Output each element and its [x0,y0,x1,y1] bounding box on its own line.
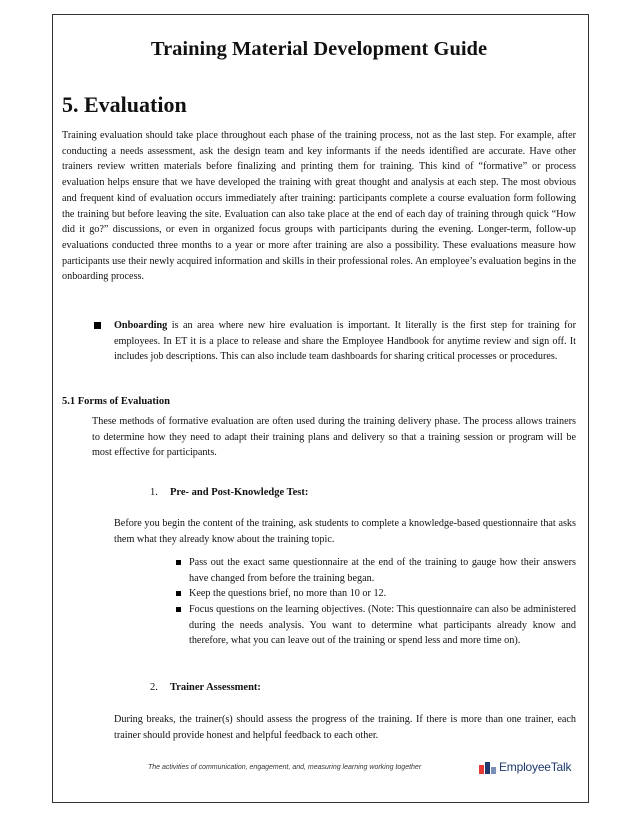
item-paragraph: During breaks, the trainer(s) should assess the progress of the training. If there is more than one trainer, each trainer should provide honest and helpful feedback to each other. [114,714,576,741]
subsection-heading: 5.1 Forms of Evaluation [62,396,170,407]
subsection-paragraph: These methods of formative evaluation are often used during the training delivery phase. The process allows trainers to determine how they need to adapt their training plans and delivery so that a training session or program will be most effective for participants. [92,416,576,459]
item-number: 1. [150,487,158,498]
item-title: Trainer Assessment: [170,682,261,693]
item-paragraph: Before you begin the content of the training, ask students to complete a knowledge-based questionnaire that asks them what they already know about the training topic. [114,518,576,545]
logo-icon [478,760,498,775]
bullet-square-icon [176,560,181,565]
list-item: Focus questions on the learning objectives. (Note: This questionnaire can also be administered during the needs analysis. You want to determine what participants already know and therefore, what you can leave out of the training or spend less and more time on). [189,604,576,647]
section-heading: 5. Evaluation [62,92,187,117]
footer-tagline: The activities of communication, engagement, and, measuring learning working together [148,764,422,771]
page-title: Training Material Development Guide [150,38,488,60]
item-number: 2. [150,682,158,693]
bullet-square-icon [176,607,181,612]
employeetalk-logo [478,758,571,776]
onboarding-term: Onboarding [114,320,168,331]
onboarding-paragraph [114,318,576,365]
item-title: Pre- and Post-Knowledge Test: [170,487,309,498]
bullet-square-icon [176,591,181,596]
logo-text: EmployeeTalk [499,760,572,774]
list-item: Pass out the exact same questionnaire at the end of the training to gauge how their answers have changed from before the training began. [189,557,576,584]
intro-paragraph: Training evaluation should take place throughout each phase of the training process, not as the last step. For example, after conducting a needs assessment, ask the design team and key informants if the needs identified are accurate. Have other trainers review written materials before finalizing and printing them for training. This kind of “formative” or process evaluation helps ensure that we have developed the training with great thought and analysis at each step. The most obvious and frequent kind of evaluation occurs immediately after training: participants complete a course evaluation form following the training but before leaving the site. Evaluation can also take place at the end of each day of training through quick “How did it go?” discussions, or even in organized focus groups with participants during the evening. Longer-term, follow-up evaluations conducted three months to a year or more after training are also a possibility. These evaluations measure how participants use their newly acquired information and skills in their professional roles. An employee’s evaluation begins in the onboarding process. [62,130,576,283]
onboarding-text: is an area where new hire evaluation is important. It literally is the first step for training for employees. In ET it is a place to release and share the Employee Handbook for anytime review and sign off. It includes job descriptions. This can also include team dashboards for sharing critical processes or procedures. [114,320,576,363]
bullet-square-icon [94,322,101,329]
list-item: Keep the questions brief, no more than 10 or 12. [189,588,387,599]
